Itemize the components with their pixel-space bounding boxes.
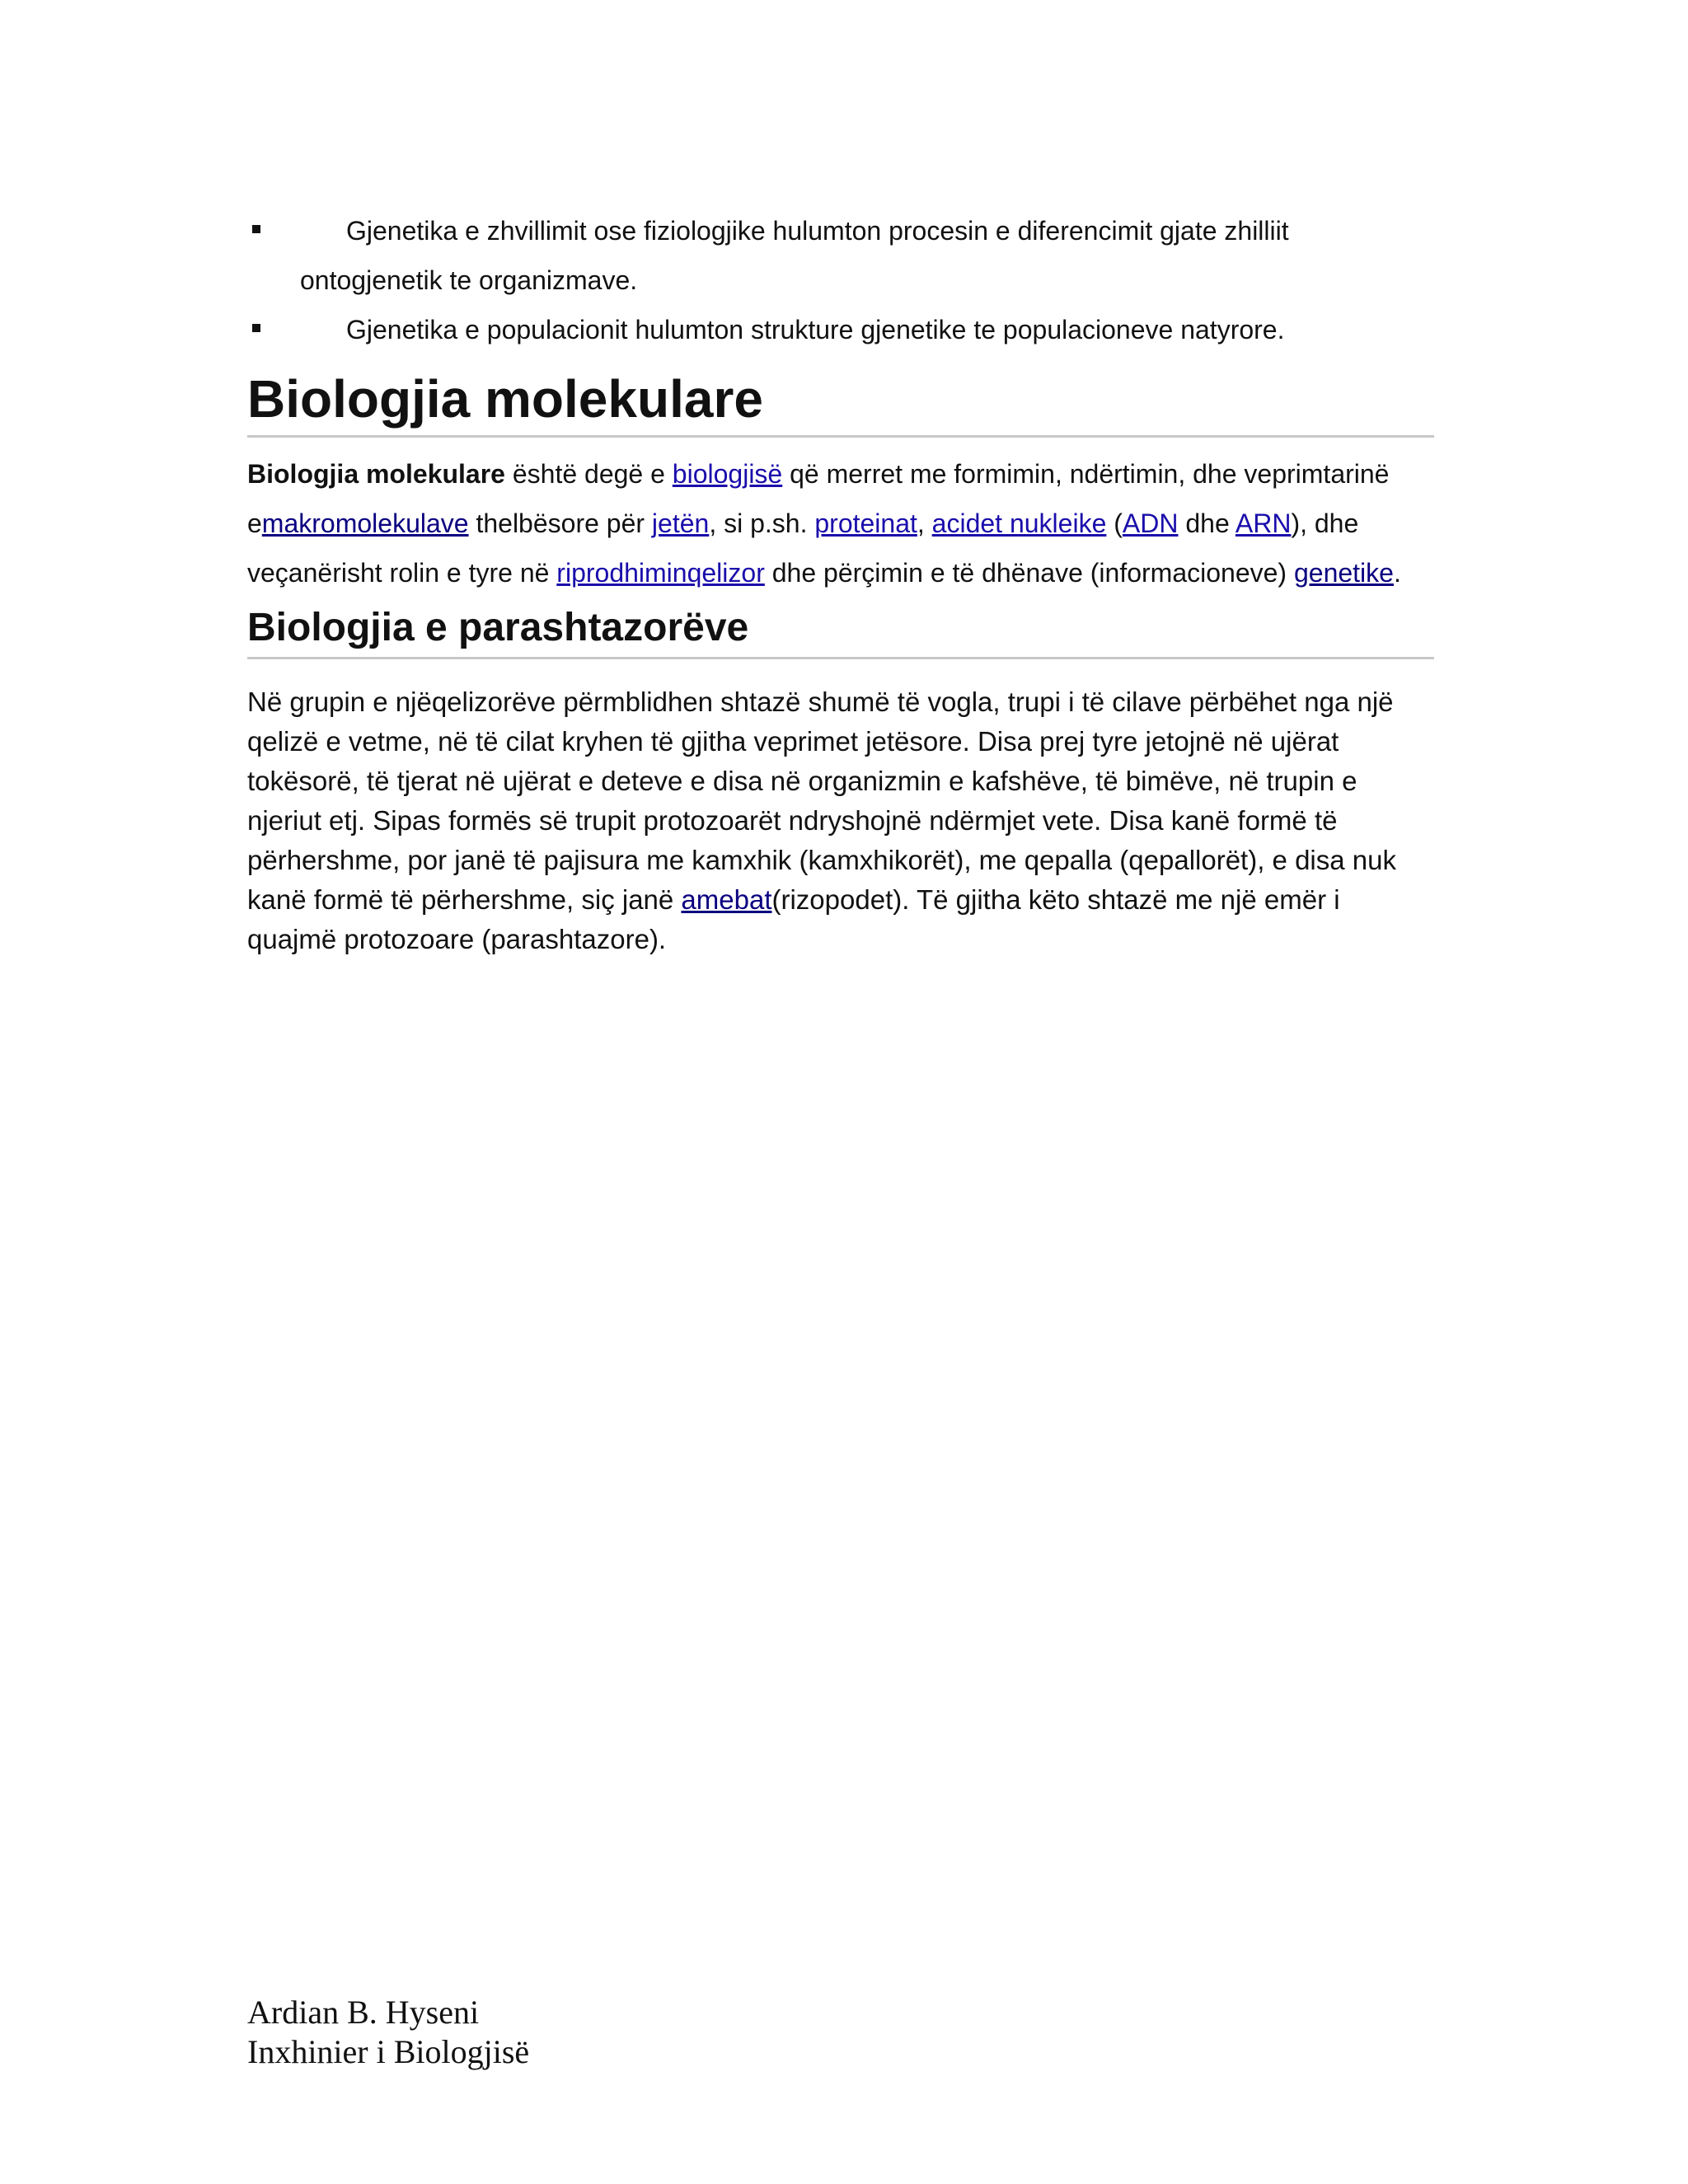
link-proteinat[interactable]: proteinat [814, 509, 917, 538]
link-acidet-nukleike[interactable]: acidet nukleike [931, 509, 1107, 538]
bold-term: Biologjia molekulare [247, 459, 505, 489]
bullet-text: Gjenetika e zhvillimit ose fiziologjike hulumton procesin e diferencimit gjate zhilliit ontogjenetik te organizmave. [300, 216, 1289, 295]
bullet-text: Gjenetika e populacionit hulumton strukture gjenetike te populacioneve natyrore. [346, 315, 1285, 344]
link-genetike[interactable]: genetike [1293, 558, 1394, 588]
link-adn[interactable]: ADN [1122, 509, 1179, 538]
document-content [247, 206, 1434, 959]
link-jeten[interactable]: jetën [651, 509, 710, 538]
link-amebat[interactable]: amebat [681, 884, 772, 915]
heading-molecular-biology: Biologjia molekulare [247, 366, 1434, 438]
protozoa-paragraph: Në grupin e njëqelizorëve përmblidhen shtazë shumë të vogla, trupi i të cilave përbëhet nga një qelizë e vetme, në të cilat kryhen të gjitha veprimet jetësore. Disa prej tyre jetojnë në ujërat tokësorë, të tjerat në ujërat e deteve e disa në organizmin e kafshëve, të bimëve, në trupin e njeriut etj. Sipas formës së trupit protozoarët ndryshojnë ndërmjet vete. Disa kanë formë të përhershme, por janë të pajisura me kamxhik (kamxhikorët), me qepalla (qepallorët), e disa nuk kanë formë të përhershme, siç janë amebat(rizopodet). Të gjitha këto shtazë me një emër i quajmë protozoare (parashtazore). [247, 687, 1396, 954]
link-arn[interactable]: ARN [1235, 509, 1292, 538]
list-item [247, 206, 1434, 305]
square-bullet-icon [252, 324, 260, 332]
author-name: Ardian B. Hyseni [247, 1994, 480, 2031]
heading-protozoa-biology: Biologjia e parashtazorëve [247, 602, 1434, 659]
link-biologjise[interactable]: biologjisë [672, 459, 783, 489]
genetics-bullet-list [247, 206, 1434, 354]
link-riprodhimin-qelizor[interactable]: riprodhiminqelizor [556, 558, 765, 588]
link-makromolekulave[interactable]: makromolekulave [261, 509, 469, 538]
square-bullet-icon [252, 225, 260, 233]
author-title: Inxhinier i Biologjisë [247, 2033, 530, 2070]
molecular-biology-paragraph: Biologjia molekulare është degë e biologjisë që merret me formimin, ndërtimin, dhe veprimtarinë emakromolekulave thelbësore për jetën, si p.sh. proteinat, acidet nukleike (ADN dhe ARN), dhe veçanërisht rolin e tyre në riprodhiminqelizor dhe përçimin e të dhënave (informacioneve) genetike. [247, 459, 1401, 588]
list-item [247, 305, 1434, 354]
author-signature [247, 1993, 529, 2072]
